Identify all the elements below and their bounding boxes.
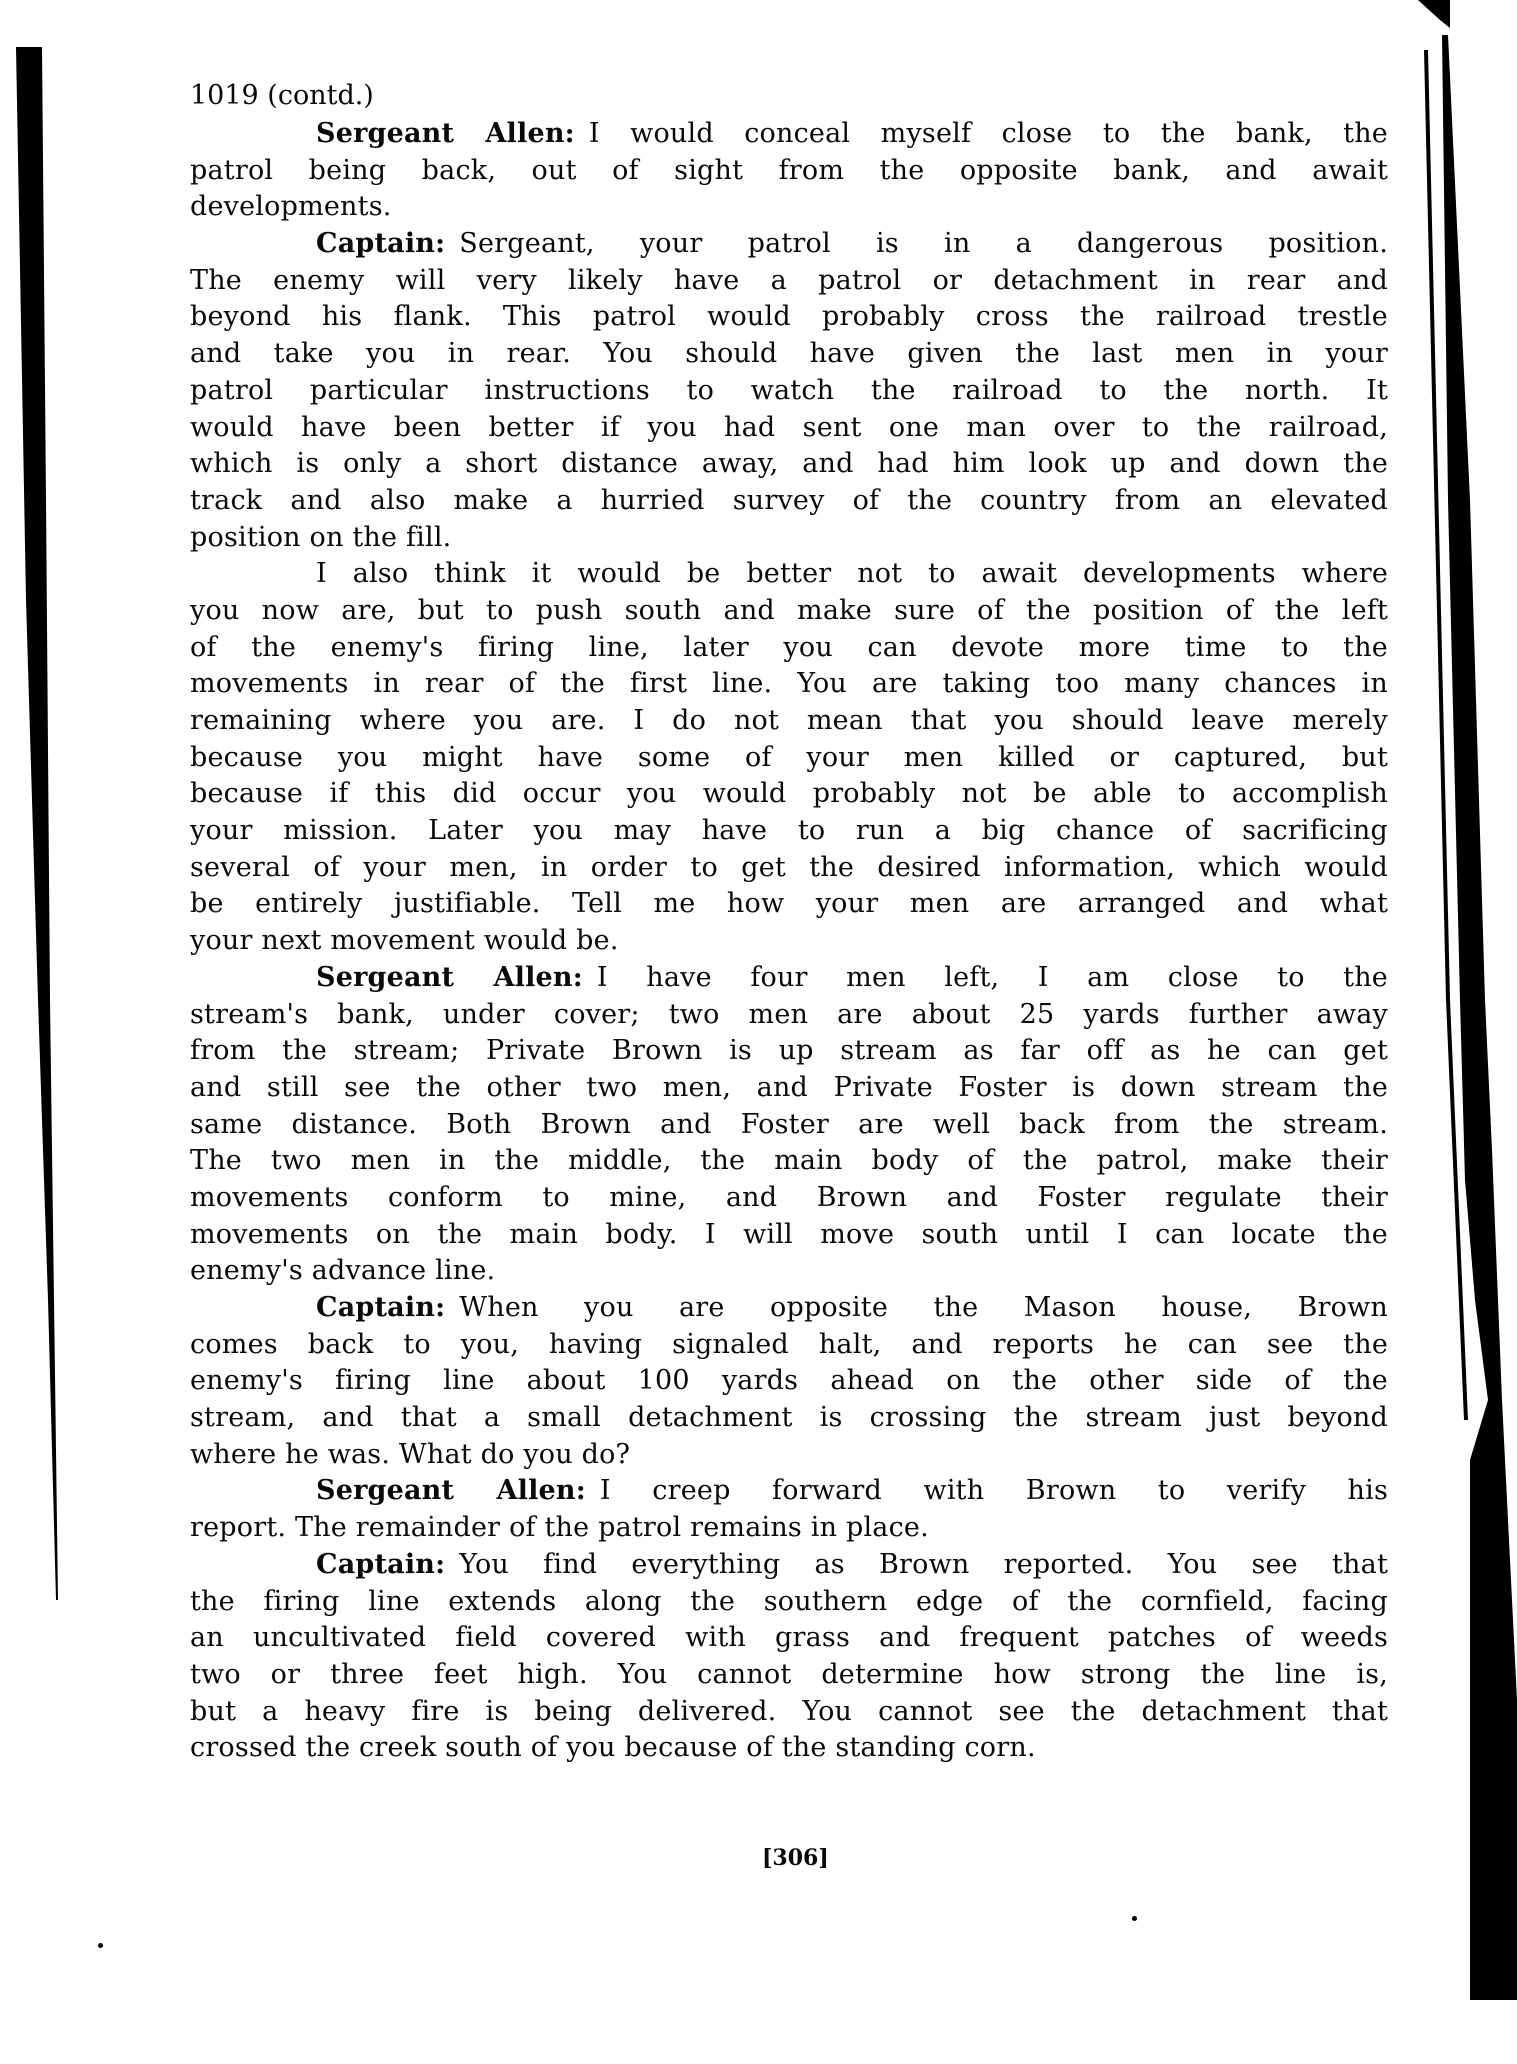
- text-line: [190, 593, 1388, 630]
- text-line: [190, 373, 1388, 410]
- line-text: the firing line extends along the southern edge of the cornfield, facing: [190, 1585, 1388, 1617]
- line-text: of the enemy's firing line, later you can devote more time to the: [190, 631, 1388, 663]
- line-text: The two men in the middle, the main body of the patrol, make their: [190, 1145, 1388, 1177]
- text-line: [190, 630, 1388, 667]
- line-text: movements on the main body. I will move south until I can locate the: [190, 1218, 1388, 1250]
- text-line: [190, 263, 1388, 300]
- line-text: an uncultivated field covered with grass and frequent patches of weeds: [190, 1622, 1388, 1654]
- scan-speck: [98, 1943, 103, 1948]
- right-edge-shadow: [1442, 35, 1517, 2000]
- text-line: [190, 1143, 1388, 1180]
- text-line: [190, 1473, 1388, 1510]
- text-line: [190, 1510, 1388, 1547]
- paragraph-list: [190, 116, 1388, 1767]
- text-line: [190, 1107, 1388, 1144]
- text-line: [190, 1400, 1388, 1437]
- line-text: enemy's firing line about 100 yards ahead on the other side of the: [190, 1365, 1388, 1397]
- line-text: comes back to you, having signaled halt, and reports he can see the: [190, 1328, 1388, 1360]
- right-top-corner-shadow: [1418, 0, 1450, 28]
- text-line: [190, 1547, 1388, 1584]
- left-binding-shadow: [16, 47, 58, 1600]
- text-line: [190, 776, 1388, 813]
- line-text: and take you in rear. You should have given the last men in your: [190, 338, 1388, 370]
- line-text: same distance. Both Brown and Foster are well back from the stream.: [190, 1108, 1388, 1140]
- speaker-label: Captain:: [316, 1548, 446, 1580]
- line-text: your mission. Later you may have to run a big chance of sacrificing: [190, 815, 1388, 847]
- line-text: When you are opposite the Mason house, Brown: [459, 1292, 1388, 1323]
- text-line: [190, 1363, 1388, 1400]
- line-text: I creep forward with Brown to verify his: [599, 1475, 1389, 1507]
- line-text: I have four men left, I am close to the: [596, 961, 1388, 993]
- line-text: You find everything as Brown reported. You see that: [459, 1548, 1388, 1580]
- text-line: [190, 1730, 1388, 1767]
- line-text: The enemy will very likely have a patrol or detachment in rear and: [190, 264, 1388, 296]
- line-text: would have been better if you had sent one man over to the railroad,: [190, 411, 1388, 443]
- text-line: [190, 336, 1388, 373]
- line-text: report. The remainder of the patrol remains in place.: [190, 1512, 929, 1544]
- line-text: stream, and that a small detachment is crossing the stream just beyond: [190, 1402, 1388, 1434]
- line-text: I would conceal myself close to the bank, the: [588, 118, 1388, 149]
- text-line: [190, 740, 1388, 777]
- text-line: [190, 446, 1388, 483]
- speaker-label: Sergeant Allen:: [316, 118, 575, 149]
- text-line: [190, 483, 1388, 520]
- text-line: [190, 1657, 1388, 1694]
- line-text: Sergeant, your patrol is in a dangerous position.: [459, 228, 1388, 260]
- line-text: beyond his flank. This patrol would probably cross the railroad trestle: [190, 301, 1388, 333]
- text-line: [190, 923, 1388, 960]
- text-line: [190, 1180, 1388, 1217]
- line-text: developments.: [190, 191, 392, 223]
- page-text: [190, 76, 1388, 1767]
- text-line: [190, 1327, 1388, 1364]
- text-line: [190, 703, 1388, 740]
- text-line: [190, 1070, 1388, 1107]
- text-line: [190, 960, 1388, 997]
- line-text: where he was. What do you do?: [190, 1438, 631, 1470]
- text-line: [190, 556, 1388, 593]
- line-text: because you might have some of your men killed or captured, but: [190, 741, 1388, 773]
- text-line: [190, 1253, 1388, 1290]
- line-text: stream's bank, under cover; two men are about 25 yards further away: [190, 998, 1388, 1030]
- paragraph: [190, 1473, 1388, 1546]
- paragraph: [190, 116, 1388, 226]
- section-header: 1019 (contd.): [190, 80, 374, 111]
- text-line: [190, 666, 1388, 703]
- scan-speck: [1132, 1916, 1137, 1921]
- line-text: be entirely justifiable. Tell me how your men are arranged and what: [190, 888, 1388, 920]
- line-text: patrol being back, out of sight from the opposite bank, and await: [190, 154, 1388, 186]
- text-line: [190, 299, 1388, 336]
- text-line: [190, 850, 1388, 887]
- line-text: from the stream; Private Brown is up stream as far off as he can get: [190, 1035, 1388, 1067]
- text-line: [190, 153, 1388, 190]
- speaker-label: Sergeant Allen:: [316, 1475, 586, 1507]
- text-line: [190, 1584, 1388, 1621]
- line-text: two or three feet high. You cannot determine how strong the line is,: [190, 1658, 1388, 1690]
- line-text: but a heavy fire is being delivered. You cannot see the detachment that: [190, 1695, 1388, 1727]
- line-text: and still see the other two men, and Private Foster is down stream the: [190, 1071, 1388, 1103]
- text-line: [190, 1217, 1388, 1254]
- paragraph: [190, 1547, 1388, 1767]
- line-text: which is only a short distance away, and had him look up and down the: [190, 448, 1388, 480]
- text-line: [190, 1694, 1388, 1731]
- speaker-label: Sergeant Allen:: [316, 961, 583, 993]
- paragraph: [190, 226, 1388, 556]
- text-line: [190, 410, 1388, 447]
- line-text: movements in rear of the first line. You are taking too many chances in: [190, 668, 1388, 700]
- paragraph: [190, 1290, 1388, 1473]
- speaker-label: Captain:: [316, 228, 446, 260]
- line-text: position on the fill.: [190, 521, 452, 553]
- line-text: I also think it would be better not to await developments where: [316, 558, 1388, 590]
- line-text: remaining where you are. I do not mean that you should leave merely: [190, 705, 1388, 736]
- text-line: [190, 1437, 1388, 1474]
- line-text: enemy's advance line.: [190, 1255, 496, 1287]
- text-line: [190, 1620, 1388, 1657]
- text-line: [190, 189, 1388, 226]
- text-line: [190, 116, 1388, 153]
- text-line: [190, 520, 1388, 557]
- text-line: [190, 886, 1388, 923]
- text-line: [190, 1033, 1388, 1070]
- line-text: several of your men, in order to get the desired information, which would: [190, 851, 1388, 883]
- line-text: crossed the creek south of you because of the standing corn.: [190, 1732, 1036, 1764]
- text-line: [190, 813, 1388, 850]
- paragraph: [190, 556, 1388, 960]
- line-text: you now are, but to push south and make sure of the position of the left: [190, 594, 1388, 626]
- line-text: movements conform to mine, and Brown and Foster regulate their: [190, 1181, 1388, 1213]
- line-text: because if this did occur you would probably not be able to accomplish: [190, 778, 1388, 810]
- line-text: track and also make a hurried survey of the country from an elevated: [190, 484, 1388, 516]
- text-line: [190, 226, 1388, 263]
- text-line: [190, 997, 1388, 1034]
- text-line: [190, 1290, 1388, 1327]
- paragraph: [190, 960, 1388, 1290]
- speaker-label: Captain:: [316, 1292, 446, 1323]
- page-number: [306]: [762, 1845, 829, 1871]
- line-text: your next movement would be.: [190, 925, 619, 957]
- line-text: patrol particular instructions to watch the railroad to the north. It: [190, 374, 1388, 406]
